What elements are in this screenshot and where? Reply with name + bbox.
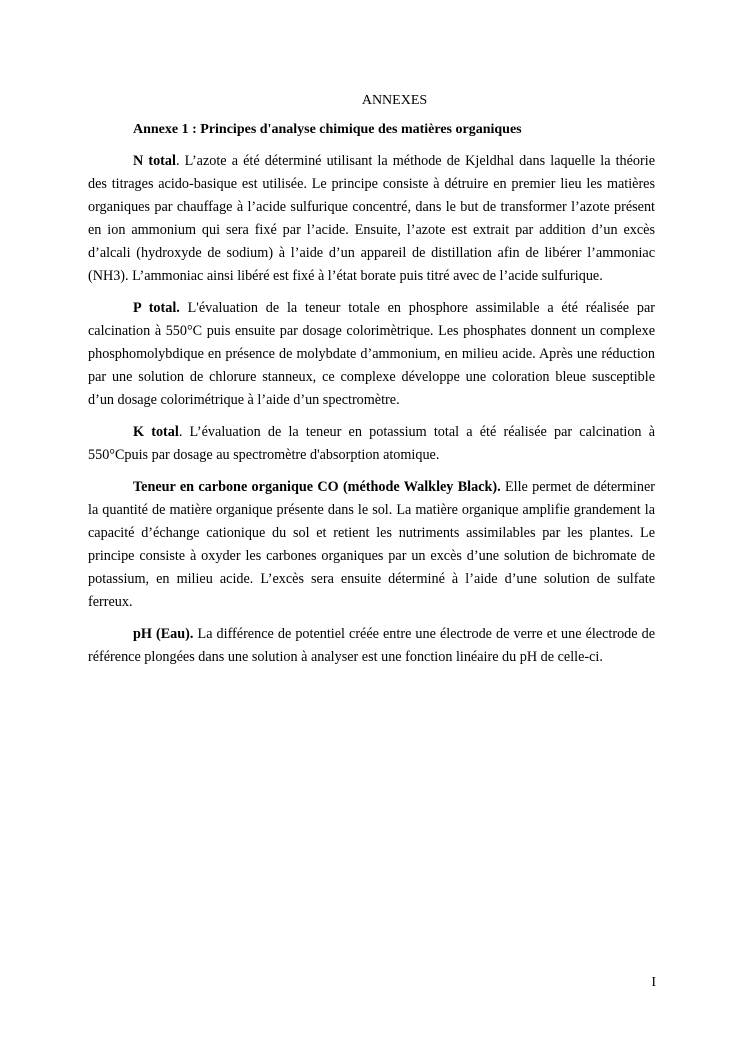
paragraph-text: La différence de potentiel créée entre une électrode de verre et une électrode de référence plongées dans une solution à analyser est une fonction linéaire du pH de celle-ci.	[88, 626, 656, 665]
paragraph-text: Elle permet de déterminer la quantité de matière organique présente dans le sol. La matière organique amplifie grandement la capacité d’échange cationique du sol et retient les nutriments assimilables par les plantes. Le principe consiste à oxyder les carbones organiques par un excès d’une solution de bichromate de potassium, en milieu acide. L’excès sera ensuite déterminé à l’aide d’une solution de sulfate ferreux.	[88, 479, 655, 610]
body-text	[88, 150, 655, 678]
paragraph-k-total	[88, 421, 655, 467]
paragraph-ph-eau	[88, 623, 655, 669]
paragraph-text: . L’azote a été déterminé utilisant la méthode de Kjeldhal dans laquelle la théorie des titrages acido-basique est utilisée. Le principe consiste à détruire en premier lieu les matières organiques par chauffage à l’acide sulfurique concentré, dans le but de transformer l’azote présent en ion ammonium qui sera fixé par l’acide. Ensuite, l’azote est extrait par addition d’un excès d’alcali (hydroxyde de sodium) à l’aide d’un appareil de distillation afin de libérer l’ammoniac (NH3). L’ammoniac ainsi libéré est fixé à l’état borate puis titré avec de l’acide sulfurique.	[88, 153, 655, 284]
paragraph-text: . L’évaluation de la teneur en potassium total a été réalisée par calcination à 550°Cpuis par dosage au spectromètre d'absorption atomique.	[88, 424, 655, 463]
paragraph-lead: Teneur en carbone organique CO (méthode Walkley Black).	[133, 479, 501, 495]
paragraph-carbone-organique	[88, 476, 655, 614]
paragraph-text: L'évaluation de la teneur totale en phosphore assimilable a été réalisée par calcination à 550°C puis ensuite par dosage colorimètrique. Les phosphates donnent un complexe phosphomolybdique en présence de molybdate d’ammonium, en milieu acide. Après une réduction par une solution de chlorure stanneux, ce complexe développe une coloration bleue susceptible d’un dosage colorimétrique à l’aide d’un spectromètre.	[88, 300, 656, 408]
paragraph-p-total	[88, 297, 655, 412]
paragraph-lead: K total	[133, 424, 179, 440]
paragraph-lead: pH (Eau).	[133, 626, 194, 642]
annex-heading: Annexe 1 : Principes d'analyse chimique des matières organiques	[133, 122, 522, 137]
page-number: I	[651, 975, 656, 990]
paragraph-n-total	[88, 150, 655, 288]
document-title: ANNEXES	[361, 93, 428, 108]
paragraph-lead: P total.	[133, 300, 180, 316]
paragraph-lead: N total	[133, 153, 176, 169]
